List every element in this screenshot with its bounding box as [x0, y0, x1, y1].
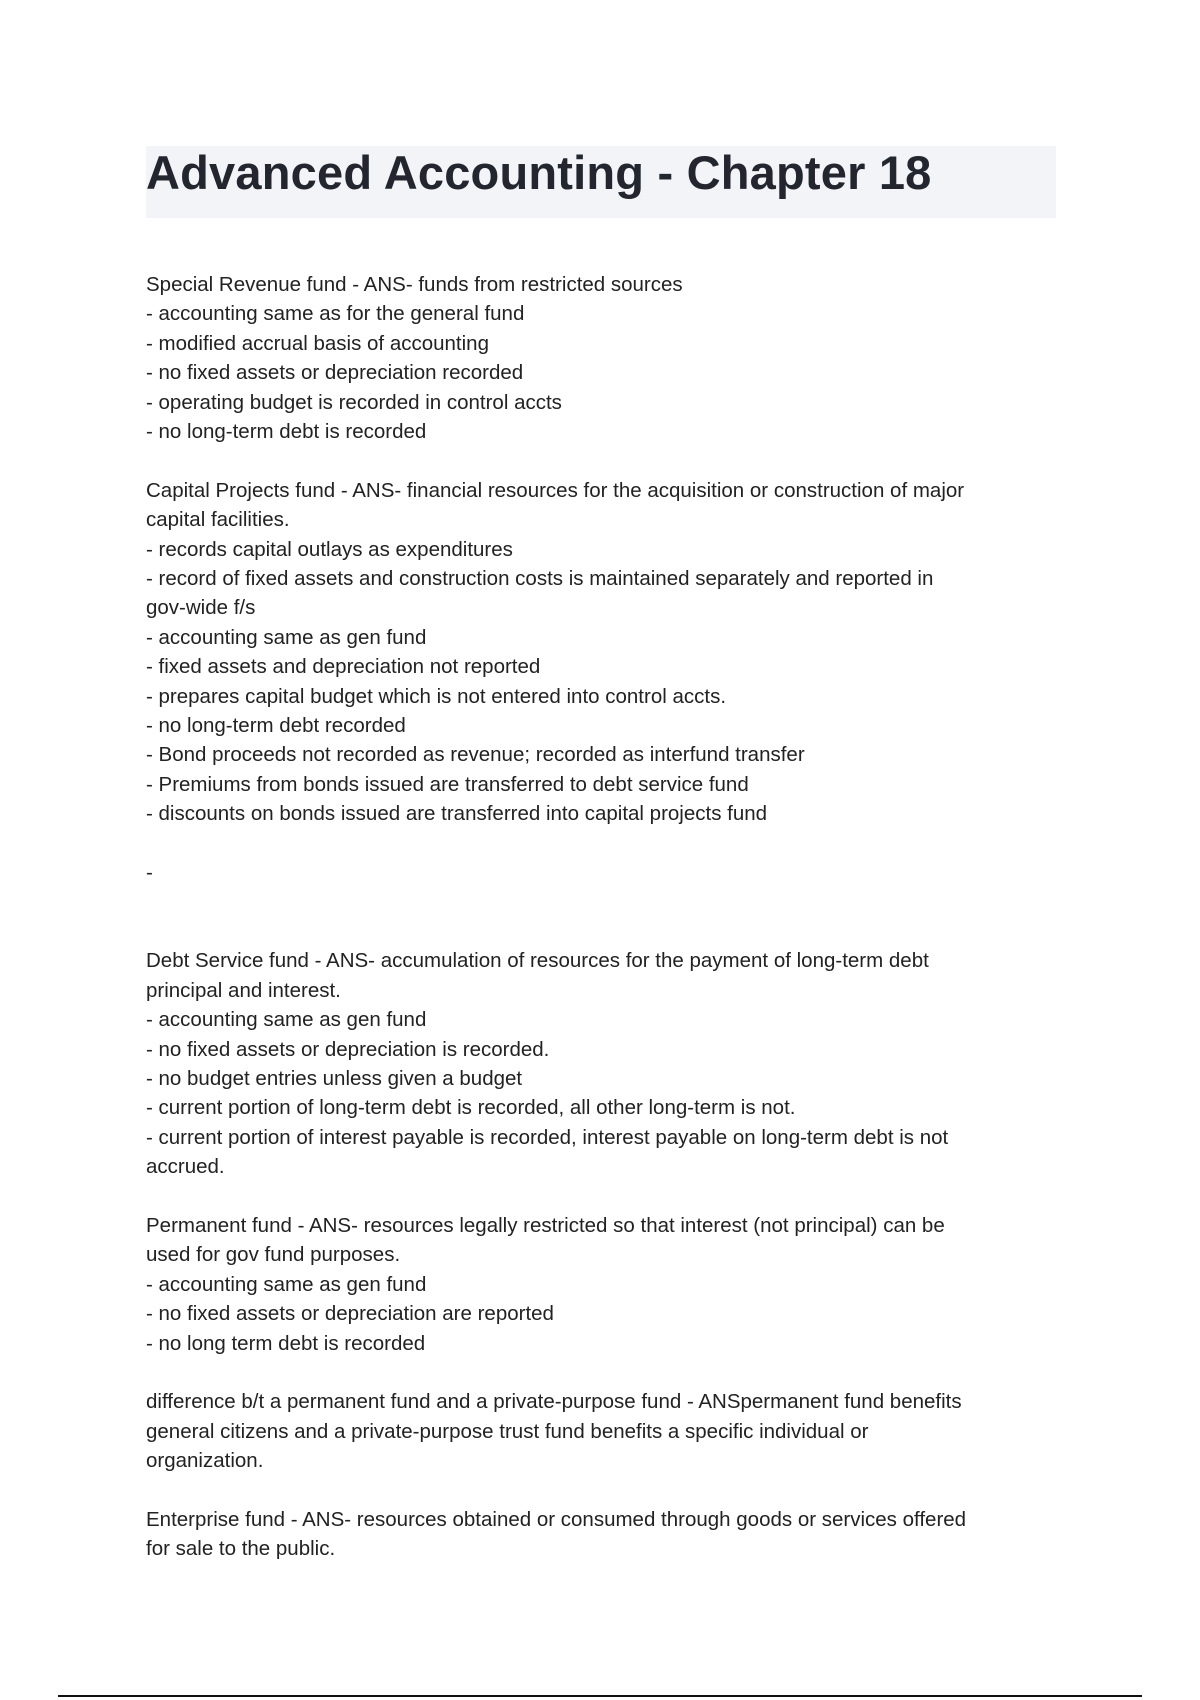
text-line: - operating budget is recorded in control accts [146, 390, 562, 414]
text-line: - no long term debt is recorded [146, 1331, 426, 1355]
section-enterprise-fund [146, 1505, 1056, 1564]
text-line: - accounting same as gen fund [146, 1008, 427, 1032]
section-special-revenue-fund [146, 270, 1056, 446]
text-line: - no fixed assets or depreciation is recorded. [146, 1037, 550, 1061]
text-line: Permanent fund - ANS- resources legally restricted so that interest (not principal) can be [146, 1213, 945, 1237]
text-line: - no budget entries unless given a budget [146, 1066, 523, 1090]
section-permanent-vs-private-purpose [146, 1387, 1056, 1475]
section-separator-dash [146, 858, 1056, 887]
text-line: gov-wide f/s [146, 596, 256, 620]
page-title: Advanced Accounting - Chapter 18 [146, 146, 932, 199]
text-line: - accounting same as for the general fund [146, 302, 525, 326]
text-line: general citizens and a private-purpose trust fund benefits a specific individual or [146, 1419, 869, 1443]
text-line: Capital Projects fund - ANS- financial resources for the acquisition or construction of major [146, 478, 965, 502]
text-line: capital facilities. [146, 508, 290, 532]
text-line: - no long-term debt is recorded [146, 420, 427, 444]
text-line: used for gov fund purposes. [146, 1243, 401, 1267]
document-body [146, 270, 1056, 1593]
text-line: - Bond proceeds not recorded as revenue; recorded as interfund transfer [146, 743, 805, 767]
text-line: Enterprise fund - ANS- resources obtained or consumed through goods or services offered [146, 1507, 967, 1531]
text-line: - no fixed assets or depreciation recorded [146, 361, 524, 385]
text-line: organization. [146, 1449, 264, 1473]
text-line: principal and interest. [146, 978, 341, 1002]
text-line: - Premiums from bonds issued are transferred to debt service fund [146, 772, 749, 796]
text-line: - fixed assets and depreciation not reported [146, 655, 541, 679]
text-line: - accounting same as gen fund [146, 1272, 427, 1296]
text-line: - accounting same as gen fund [146, 625, 427, 649]
text-line: Special Revenue fund - ANS- funds from restricted sources [146, 273, 683, 296]
text-line: - discounts on bonds issued are transferred into capital projects fund [146, 802, 768, 826]
text-line: - [146, 861, 153, 885]
text-line: - no fixed assets or depreciation are reported [146, 1302, 554, 1326]
section-permanent-fund [146, 1211, 1056, 1358]
text-line: - record of fixed assets and construction costs is maintained separately and reported in [146, 567, 934, 591]
text-line: difference b/t a permanent fund and a private-purpose fund - ANSpermanent fund benefits [146, 1390, 962, 1414]
text-line: - records capital outlays as expenditures [146, 537, 513, 561]
text-line: - current portion of long-term debt is recorded, all other long-term is not. [146, 1096, 796, 1120]
text-line: for sale to the public. [146, 1537, 336, 1561]
text-line: - modified accrual basis of accounting [146, 331, 489, 355]
section-debt-service-fund [146, 946, 1056, 1181]
text-line: Debt Service fund - ANS- accumulation of resources for the payment of long-term debt [146, 949, 929, 973]
section-capital-projects-fund [146, 476, 1056, 829]
text-line: accrued. [146, 1155, 225, 1179]
text-line: - prepares capital budget which is not entered into control accts. [146, 684, 727, 708]
text-line: - current portion of interest payable is recorded, interest payable on long-term debt is not [146, 1125, 949, 1149]
text-line: - no long-term debt recorded [146, 714, 406, 738]
footer-divider [58, 1695, 1142, 1697]
